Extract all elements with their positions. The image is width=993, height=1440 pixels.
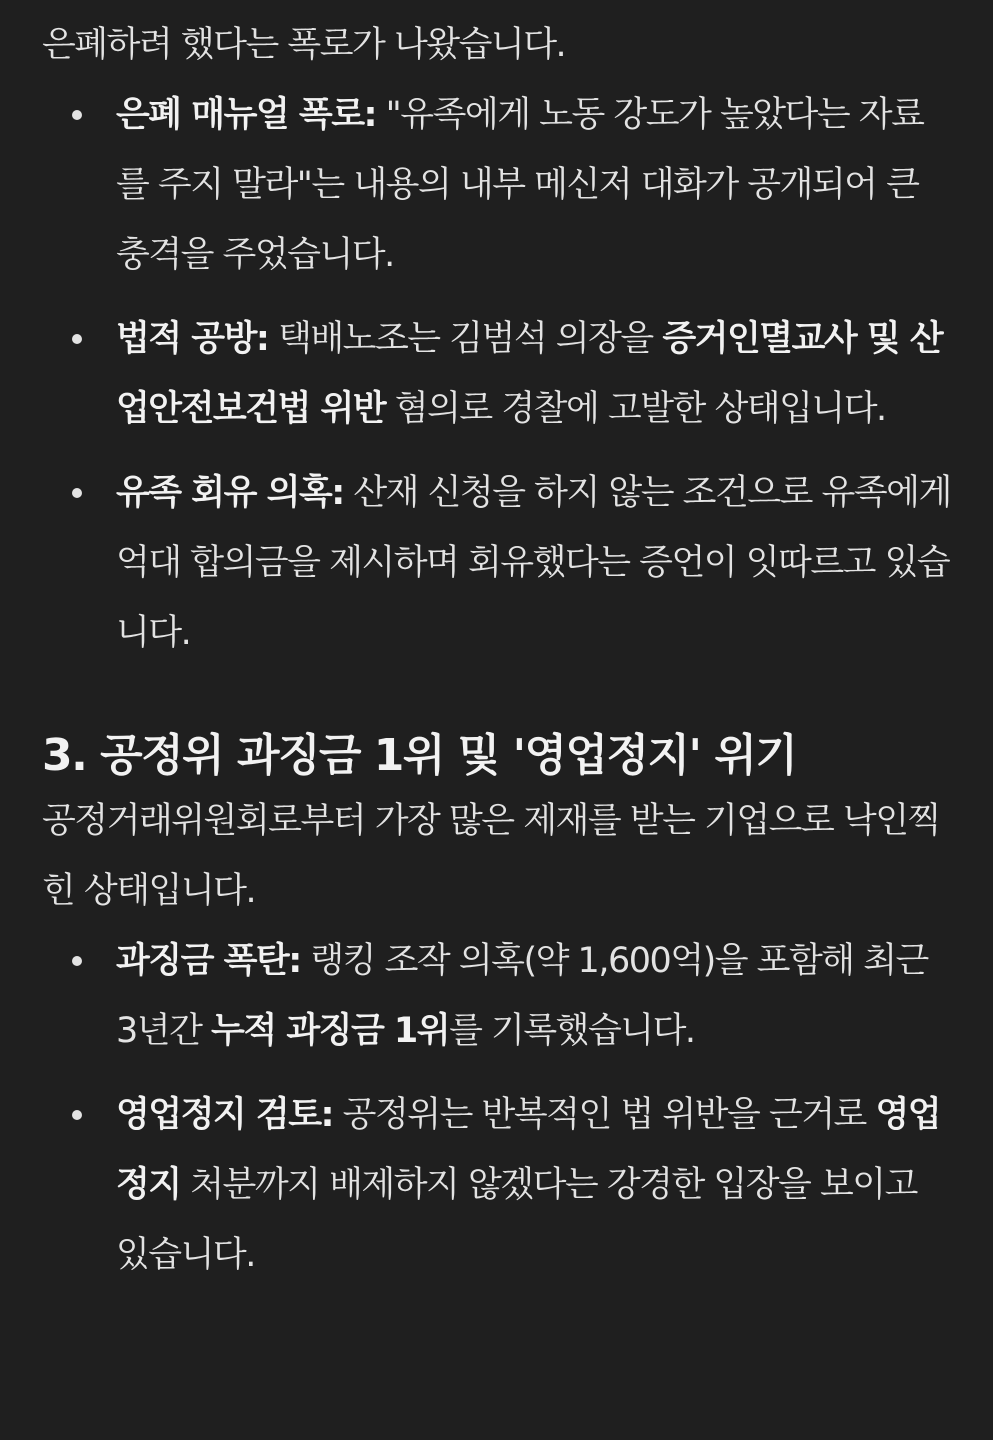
item-emphasis: 영업정지 <box>116 1095 941 1205</box>
bullet-dot-icon <box>72 488 82 498</box>
list-item <box>42 458 953 668</box>
bullet-dot-icon <box>72 110 82 120</box>
list-item <box>42 304 953 444</box>
section-paragraph: 공정거래위원회로부터 가장 많은 제재를 받는 기업으로 낙인찍힌 상태입니다. <box>42 801 940 911</box>
item-label: 은폐 매뉴얼 폭로: <box>116 95 377 135</box>
item-text: 공정위는 반복적인 법 위반을 근거로 <box>333 1095 876 1135</box>
list-item <box>42 80 953 290</box>
item-label: 유족 회유 의혹: <box>116 473 344 513</box>
item-label: 법적 공방: <box>116 319 269 359</box>
bullet-dot-icon <box>72 1110 82 1120</box>
bullet-dot-icon <box>72 334 82 344</box>
list-item <box>42 1080 953 1290</box>
intro-paragraph: 은폐하려 했다는 폭로가 나왔습니다. <box>42 25 566 65</box>
bullet-list-2 <box>42 926 953 1290</box>
bullet-dot-icon <box>72 956 82 966</box>
item-text: 산재 신청을 하지 않는 조건으로 유족에게 억대 합의금을 제시하며 회유했다는 증언이 잇따르고 있습니다. <box>116 473 951 653</box>
item-emphasis: 증거인멸교사 및 산업안전보건법 위반 <box>116 319 943 429</box>
item-text: 혐의로 경찰에 고발한 상태입니다. <box>385 389 886 429</box>
item-text: 택배노조는 김범석 의장을 <box>268 319 663 359</box>
list-item <box>42 926 953 1066</box>
section-3 <box>42 726 953 786</box>
item-emphasis: 누적 과징금 1위 <box>211 1011 450 1051</box>
item-text: 를 기록했습니다. <box>449 1011 695 1051</box>
item-text: 처분까지 배제하지 않겠다는 강경한 입장을 보이고 있습니다. <box>116 1165 917 1275</box>
bullet-list-1 <box>42 80 953 668</box>
item-label: 과징금 폭탄: <box>116 941 301 981</box>
item-text: 랭킹 조작 의혹(약 1,600억)을 포함해 최근 3년간 <box>116 941 928 1051</box>
item-label: 영업정지 검토: <box>116 1095 334 1135</box>
section-heading: 3. 공정위 과징금 1위 및 '영업정지' 위기 <box>42 730 797 781</box>
item-text: "유족에게 노동 강도가 높았다는 자료를 주지 말라"는 내용의 내부 메신저 대화가 공개되어 큰 충격을 주었습니다. <box>116 95 924 275</box>
